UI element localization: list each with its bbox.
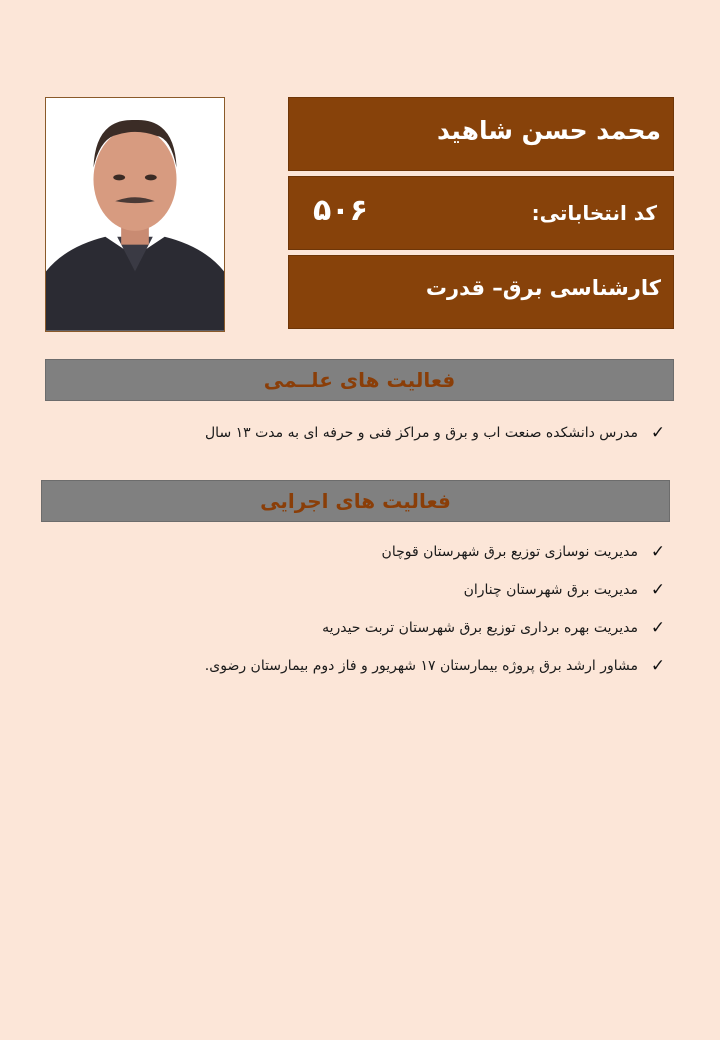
executive-section-title: فعالیت های اجرایی — [260, 489, 451, 513]
list-item-text: مدیریت بهره برداری توزیع برق شهرستان تربت حیدریه — [322, 620, 638, 636]
check-icon: ✓ — [650, 580, 666, 600]
scientific-section-header — [45, 359, 674, 401]
code-box — [288, 176, 674, 250]
list-item-text: مدرس دانشکده صنعت اب و برق و مراکز فنی و حرفه ای به مدت ۱۳ سال — [205, 425, 638, 441]
list-item-text: مشاور ارشد برق پروژه بیمارستان ۱۷ شهریور و فاز دوم بیمارستان رضوی. — [204, 658, 638, 674]
check-icon: ✓ — [650, 542, 666, 562]
check-icon: ✓ — [650, 618, 666, 638]
field-box — [288, 255, 674, 329]
list-item-text: مدیریت نوسازی توزیع برق شهرستان قوچان — [381, 544, 638, 560]
check-icon: ✓ — [650, 656, 666, 676]
list-item — [205, 543, 668, 561]
list-item-text: مدیریت برق شهرستان چناران — [463, 582, 638, 598]
list-item — [205, 619, 668, 637]
portrait-image — [46, 98, 224, 331]
list-item — [205, 657, 668, 675]
check-icon: ✓ — [650, 423, 666, 443]
executive-list — [205, 543, 668, 695]
scientific-section-title: فعالیت های علــمی — [263, 368, 456, 392]
name-box — [288, 97, 674, 171]
candidate-photo — [45, 97, 225, 332]
list-item — [205, 581, 668, 599]
field-of-study: کارشناسی برق– قدرت — [425, 276, 661, 300]
executive-section-header — [41, 480, 670, 522]
candidate-name: محمد حسن شاهید — [436, 116, 661, 145]
code-value: ۵۰۶ — [313, 193, 368, 228]
scientific-list — [205, 424, 668, 462]
list-item — [205, 424, 668, 442]
code-label: کد انتخاباتی: — [531, 201, 657, 225]
